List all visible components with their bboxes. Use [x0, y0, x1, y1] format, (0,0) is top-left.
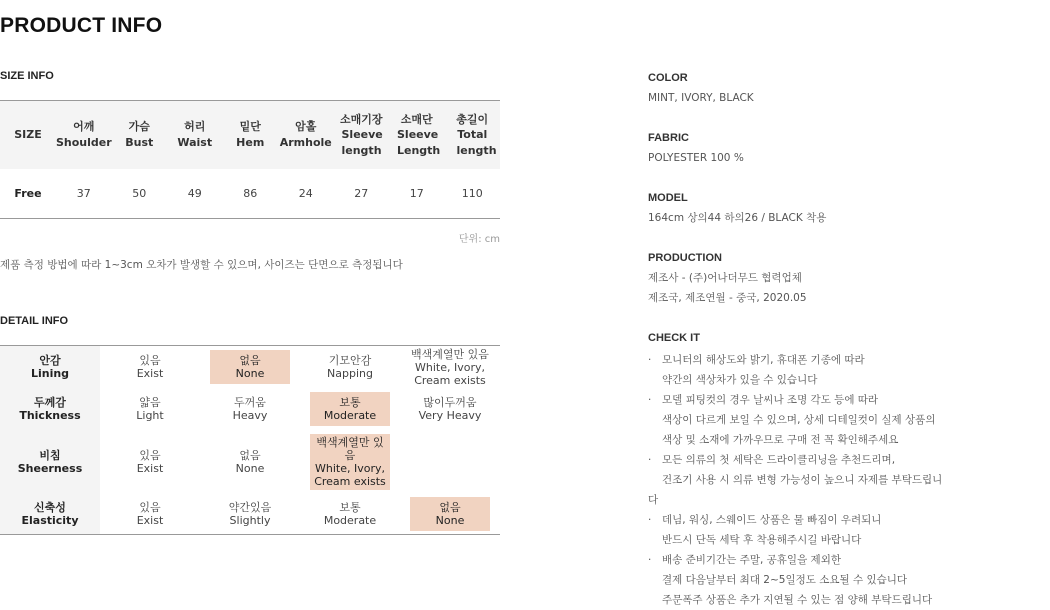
size-cell: 86 [243, 186, 258, 200]
size-header-cell: 소매단 Sleeve Length [389, 101, 445, 169]
detail-row-sheerness [0, 430, 500, 494]
size-header-cell: 총길이 Total length [445, 101, 501, 169]
detail-option: 백색계열만 있음 White, Ivory, Cream exists [411, 347, 489, 387]
size-header-cell: 밑단 Hem [223, 101, 279, 169]
detail-row-thickness [0, 388, 500, 430]
detail-row-header: 신축성 Elasticity [0, 494, 100, 534]
size-cell: 49 [187, 186, 202, 200]
check-it-item: · 배송 준비기간는 주말, 공휴일을 제외한 결제 다음날부터 최대 2~5일정도 소요될 수 있습니다 주문폭주 상품은 추가 지연될 수 있는 점 양해 부탁드립니다 [648, 550, 948, 610]
size-cell: 24 [298, 186, 313, 200]
page-title: PRODUCT INFO [0, 14, 163, 37]
detail-option: 보통 Moderate [300, 388, 400, 430]
check-it-item: · 모델 피팅컷의 경우 날씨나 조명 각도 등에 따라 색상이 다르게 보일 수 있으며, 상세 디테일컷이 실제 상품의 색상 및 소재에 가까우므로 구매 전 꼭 확인해주세요 [648, 390, 948, 450]
detail-option: 없음 None [400, 494, 500, 534]
detail-table [0, 345, 500, 535]
detail-option: 약간있음 Slightly [228, 501, 272, 527]
detail-option: 백색계열만 있음 White, Ivory, Cream exists [300, 430, 400, 494]
size-header-cell: SIZE [0, 101, 56, 169]
detail-option: 기모안감 Napping [327, 354, 373, 380]
unit-label: 단위: cm [458, 234, 500, 245]
size-header-cell: 가슴 Bust [112, 101, 168, 169]
model-value: 164cm 상의44 하의26 / BLACK 착용 [648, 212, 827, 224]
model-title: MODEL [648, 192, 688, 204]
detail-row-lining [0, 346, 500, 388]
detail-option: 있음 Exist [136, 501, 164, 527]
product-info-panel [648, 70, 948, 610]
size-table-row [0, 169, 500, 219]
size-table-header-row [0, 101, 500, 169]
fabric-title: FABRIC [648, 132, 689, 144]
detail-option: 보통 Moderate [323, 501, 377, 527]
detail-option: 없음 None [235, 449, 265, 475]
size-cell: 27 [354, 186, 369, 200]
check-it-item: · 모니터의 해상도와 밝기, 휴대폰 기종에 따라 약간의 색상차가 있을 수 있습니다 [648, 350, 948, 390]
size-header-cell: 허리 Waist [167, 101, 223, 169]
detail-option: 많이두꺼움 Very Heavy [418, 396, 482, 422]
production-title: PRODUCTION [648, 252, 722, 264]
production-maker: 제조사 - (주)어나더무드 협력업체 [648, 272, 802, 284]
detail-option: 없음 None [200, 346, 300, 388]
detail-row-elasticity [0, 494, 500, 534]
detail-option: 있음 Exist [136, 449, 164, 475]
size-header-cell: 소매기장 Sleeve length [334, 101, 390, 169]
detail-info-label: DETAIL INFO [0, 315, 69, 327]
size-cell: 17 [409, 186, 424, 200]
detail-row-header: 안감 Lining [0, 346, 100, 388]
production-origin: 제조국, 제조연월 - 중국, 2020.05 [648, 292, 807, 304]
detail-option: 있음 Exist [136, 354, 164, 380]
check-it-title: CHECK IT [648, 332, 700, 344]
check-it-item: · 데님, 워싱, 스웨이드 상품은 물 빠짐이 우려되니 반드시 단독 세탁 후 착용해주시길 바랍니다 [648, 510, 948, 550]
color-title: COLOR [648, 72, 688, 84]
size-table [0, 100, 500, 219]
detail-row-header: 비침 Sheerness [0, 430, 100, 494]
size-header-cell: 어깨 Shoulder [56, 101, 112, 169]
size-cell: 110 [461, 186, 483, 200]
measurement-note: 제품 측정 방법에 따라 1~3cm 오차가 발생할 수 있으며, 사이즈는 단면으로 측정됩니다 [0, 259, 403, 271]
size-header-cell: 암홀 Armhole [278, 101, 334, 169]
check-it-item: · 모든 의류의 첫 세탁은 드라이클리닝을 추천드리며, 건조기 사용 시 의류 변형 가능성이 높으니 자제를 부탁드립니 다 [648, 450, 948, 510]
detail-option: 두꺼움 Heavy [232, 396, 268, 422]
size-cell: 37 [76, 186, 91, 200]
size-cell: Free [14, 186, 42, 200]
color-value: MINT, IVORY, BLACK [648, 92, 754, 104]
detail-row-header: 두께감 Thickness [0, 388, 100, 430]
detail-option: 얇음 Light [136, 396, 164, 422]
detail-option [400, 430, 500, 494]
size-info-label: SIZE INFO [0, 70, 54, 82]
fabric-value: POLYESTER 100 % [648, 152, 744, 164]
size-cell: 50 [132, 186, 147, 200]
